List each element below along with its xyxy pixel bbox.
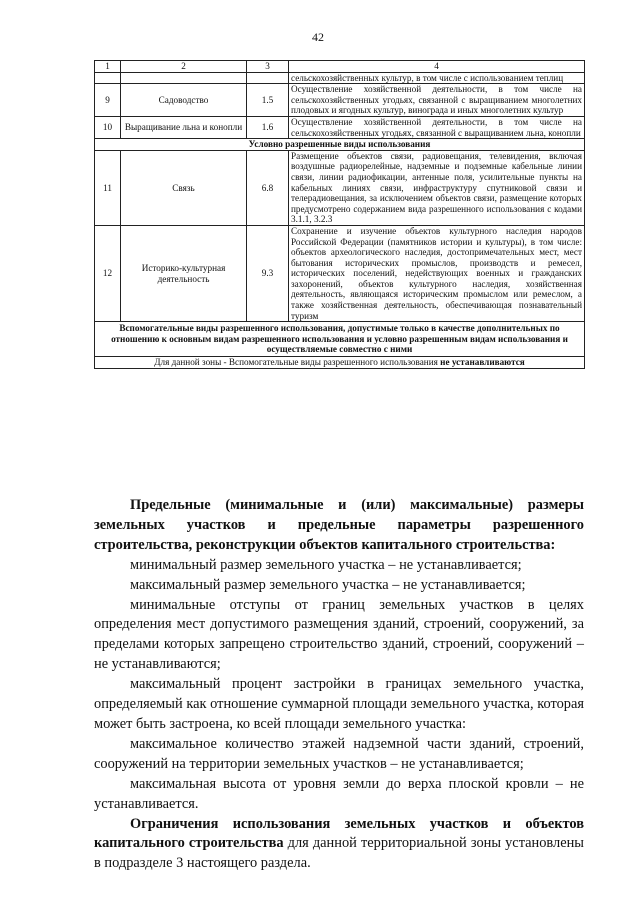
paragraph: минимальный размер земельного участка – не устанавливается; [130,556,522,573]
use-type-code: 1.6 [247,116,289,138]
paragraph: максимальный процент застройки в границах земельного участка, определяемый как отношение суммарной площади земельного участка, которая может быть застроена, ко всей площади земельного участка: [94,676,584,732]
auxiliary-value [95,357,585,369]
auxiliary-value-row [95,357,585,369]
parameters-heading: Предельные (минимальные и (или) максимальные) размеры земельных участков и предельные параметры разрешенного строительства, реконструкции объектов капитального строительства: [94,497,584,553]
column-header: 4 [289,61,585,73]
column-header: 2 [121,61,247,73]
row-number: 9 [95,84,121,117]
parameters-section [94,496,584,874]
row-number [95,72,121,84]
table-row [95,225,585,321]
use-type-description: Размещение объектов связи, радиовещания, телевидения, включая воздушные радиорелейные, надземные и подземные кабельные линии связи, линии радиофикации, антенные поля, усилительные пункты на кабельных линиях связи, инфраструктуру спутниковой связи и телерадиовещания, за исключением объектов связи, размещение которых предусмотрено содержанием вида разрешенного использования с кодами 3.1.1, 3.2.3 [289,150,585,225]
use-type-description: сельскохозяйственных культур, в том числе с использованием теплиц [289,72,585,84]
page-number: 42 [312,30,324,44]
use-type-code [247,72,289,84]
use-type-name [121,72,247,84]
table-row [95,72,585,84]
use-type-code: 6.8 [247,150,289,225]
column-header: 1 [95,61,121,73]
table-header-row [95,61,585,73]
section-title: Вспомогательные виды разрешенного использования, допустимые только в качестве дополнительных по отношению к основным видам разрешенного использования и условно разрешенным видам использования и осуществляемые совместно с ними [95,322,585,357]
paragraph: максимальный размер земельного участка – не устанавливается; [130,576,526,593]
use-type-code: 1.5 [247,84,289,117]
column-header: 3 [247,61,289,73]
table-row [95,150,585,225]
land-use-table [94,60,585,369]
paragraph: максимальная высота от уровня земли до верха плоской кровли – не устанавливается. [94,775,584,812]
use-type-name: Садоводство [121,84,247,117]
section-row-auxiliary [95,322,585,357]
use-type-name: Связь [121,150,247,225]
auxiliary-value-strong: не устанавливаются [440,357,525,368]
section-title: Условно разрешенные виды использования [95,139,585,151]
section-row-conditional [95,139,585,151]
use-type-description: Сохранение и изучение объектов культурного наследия народов Российской Федерации (памятников истории и культуры), в том числе: объектов археологического наследия, достопримечательных мест, мест бытования исторических промыслов, производств и ремесел, исторических поселений, недействующих военных и гражданских захоронений, объектов культурного наследия, хозяйственная деятельность, являющаяся историческим промыслом или ремеслом, а также хозяйственная деятельность, обеспечивающая познавательный туризм [289,225,585,321]
use-type-name: Выращивание льна и конопли [121,116,247,138]
use-type-code: 9.3 [247,225,289,321]
restrictions-bold: Ограничения использования земельных участков и объектов капитального строительства [94,815,584,852]
use-type-description: Осуществление хозяйственной деятельности, в том числе на сельскохозяйственных угодьях, связанной с выращиванием многолетних плодовых и ягодных культур, винограда и иных многолетних культур [289,84,585,117]
use-type-name: Историко-культурная деятельность [121,225,247,321]
row-number: 10 [95,116,121,138]
row-number: 11 [95,150,121,225]
restrictions-paragraph [94,815,584,875]
table-row [95,84,585,117]
paragraph: максимальное количество этажей надземной части зданий, строений, сооружений на территории земельных участков – не устанавливается; [94,735,584,772]
auxiliary-value-prefix: Для данной зоны - Вспомогательные виды разрешенного использования [154,357,441,368]
restrictions-rest: для данной территориальной зоны установлены в подразделе 3 настоящего раздела. [94,835,584,872]
table-row [95,116,585,138]
row-number: 12 [95,225,121,321]
use-type-description: Осуществление хозяйственной деятельности, в том числе на сельскохозяйственных угодьях, связанной с выращиванием льна, конопли [289,116,585,138]
paragraph: минимальные отступы от границ земельных участков в целях определения мест допустимого размещения зданий, строений, сооружений, за пределами которых запрещено строительство зданий, строений, сооружений – не устанавливаются; [94,596,584,673]
